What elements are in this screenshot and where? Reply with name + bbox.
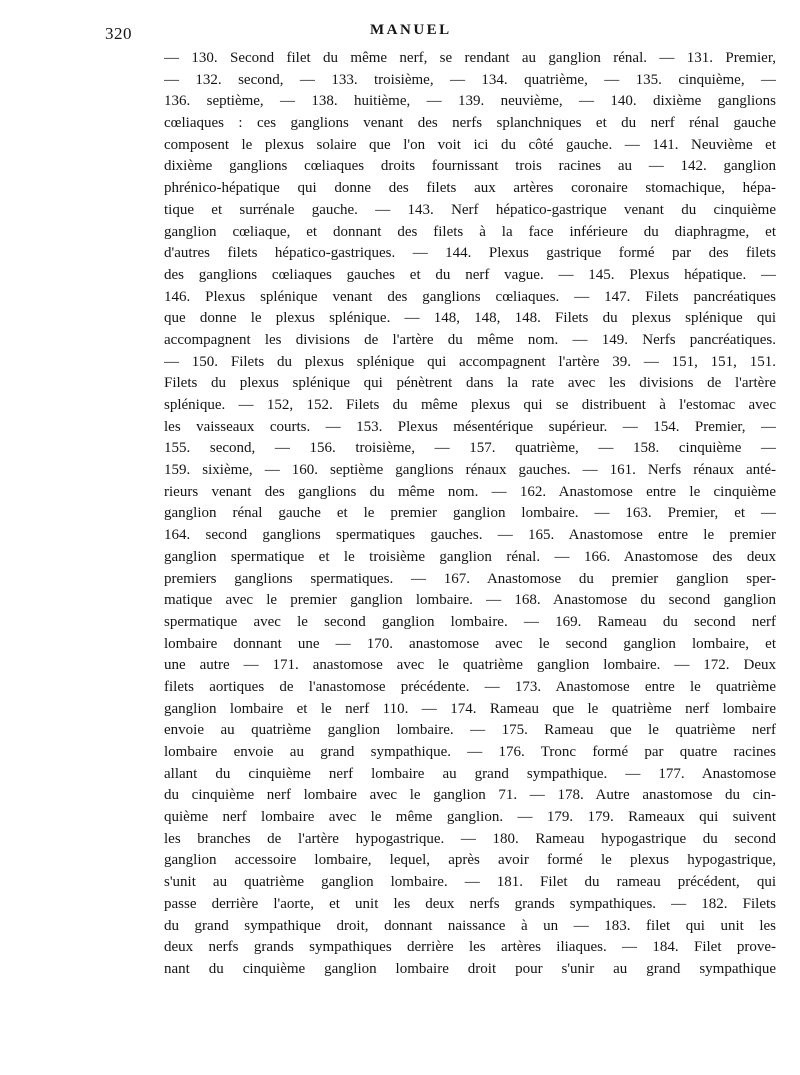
text-line: composent le plexus solaire que l'on voit ici du côté gauche. — 141. Neuvième et xyxy=(164,136,776,153)
text-line: les branches de l'artère hypogastrique. — 180. Rameau hypogastrique du second xyxy=(164,830,776,847)
text-line: ganglion rénal gauche et le premier ganglion lombaire. — 163. Premier, et — xyxy=(164,505,776,522)
text-line: lombaire donnant une — 170. anastomose avec le second ganglion lombaire, et xyxy=(164,635,776,652)
text-line: nant du cinquième ganglion lombaire droit pour s'unir au grand sympathique xyxy=(164,960,776,977)
text-line: — 130. Second filet du même nerf, se rendant au ganglion rénal. — 131. Premier, xyxy=(164,50,776,66)
text-line: — 132. second, — 133. troisième, — 134. quatrième, — 135. cinquième, — xyxy=(164,71,776,88)
text-line: une autre — 171. anastomose avec le quatrième ganglion lombaire. — 172. Deux xyxy=(164,657,776,674)
text-line: cœliaques : ces ganglions venant des nerfs splanchniques et du nerf rénal gauche xyxy=(164,115,776,132)
text-line: du grand sympathique droit, donnant naissance à un — 183. filet qui unit les xyxy=(164,917,776,934)
text-line: que donne le plexus splénique. — 148, 148, 148. Filets du plexus splénique qui xyxy=(164,310,776,327)
text-line: allant du cinquième nerf lombaire au grand sympathique. — 177. Anastomose xyxy=(164,765,776,782)
text-line: du cinquième nerf lombaire avec le ganglion 71. — 178. Autre anastomose du cin- xyxy=(164,787,776,804)
text-line: ganglion lombaire et le nerf 110. — 174. Rameau que le quatrième nerf lombaire xyxy=(164,700,776,717)
text-line: quième nerf lombaire avec le même ganglion. — 179. 179. Rameaux qui suivent xyxy=(164,809,776,826)
text-line: 136. septième, — 138. huitième, — 139. neuvième, — 140. dixième ganglions xyxy=(164,93,776,110)
text-line: 164. second ganglions spermatiques gauches. — 165. Anastomose entre le premier xyxy=(164,527,776,544)
text-line: d'autres filets hépatico-gastriques. — 144. Plexus gastrique formé par des filets xyxy=(164,245,776,262)
text-line: filets aortiques de l'anastomose précédente. — 173. Anastomose entre le quatrième xyxy=(164,678,776,695)
text-line: lombaire envoie au grand sympathique. — 176. Tronc formé par quatre racines xyxy=(164,744,776,760)
text-line: rieurs venant des ganglions du même nom. — 162. Anastomose entre le cinquième xyxy=(164,483,776,500)
text-line: splénique. — 152, 152. Filets du même plexus qui se distribuent à l'estomac avec xyxy=(164,397,776,413)
text-line: tique et surrénale gauche. — 143. Nerf hépatico-gastrique venant du cinquième xyxy=(164,201,776,218)
page-header xyxy=(0,22,800,44)
text-line: 146. Plexus splénique venant des ganglions cœliaques. — 147. Filets pancréatiques xyxy=(164,288,776,305)
text-line: accompagnent les divisions de l'artère du même nom. — 149. Nerfs pancréatiques. xyxy=(164,331,776,348)
text-line: des ganglions cœliaques gauches et du nerf vague. — 145. Plexus hépatique. — xyxy=(164,266,776,283)
text-line: ganglion cœliaque, et donnant des filets à la face inférieure du diaphragme, et xyxy=(164,223,776,240)
text-line: les vaisseaux courts. — 153. Plexus mésentérique supérieur. — 154. Premier, — xyxy=(164,418,776,435)
text-line: spermatique avec le second ganglion lombaire. — 169. Rameau du second nerf xyxy=(164,613,776,630)
text-line: Filets du plexus splénique qui pénètrent dans la rate avec les divisions de l'artère xyxy=(164,375,776,392)
page-number: 320 xyxy=(105,24,132,43)
text-line: matique avec le premier ganglion lombaire. — 168. Anastomose du second ganglion xyxy=(164,592,776,609)
text-line: ganglion spermatique et le troisième ganglion rénal. — 166. Anastomose des deux xyxy=(164,548,776,565)
running-title: MANUEL xyxy=(370,22,452,38)
text-line: envoie au quatrième ganglion lombaire. — 175. Rameau que le quatrième nerf xyxy=(164,722,776,739)
body-text xyxy=(164,48,776,981)
text-line: phrénico-hépatique qui donne des filets aux artères coronaire stomachique, hépa- xyxy=(164,180,776,197)
text-line: dixième ganglions cœliaques droits fournissant trois racines au — 142. ganglion xyxy=(164,158,776,175)
text-line: premiers ganglions spermatiques. — 167. Anastomose du premier ganglion sper- xyxy=(164,570,776,587)
text-line: — 150. Filets du plexus splénique qui accompagnent l'artère 39. — 151, 151, 151. xyxy=(164,353,776,370)
text-line: 159. sixième, — 160. septième ganglions rénaux gauches. — 161. Nerfs rénaux anté- xyxy=(164,462,776,479)
text-line: passe derrière l'aorte, et unit les deux nerfs grands sympathiques. — 182. Filets xyxy=(164,895,776,912)
text-line: 155. second, — 156. troisième, — 157. quatrième, — 158. cinquième — xyxy=(164,440,776,457)
text-line: deux nerfs grands sympathiques derrière les artères iliaques. — 184. Filet prove- xyxy=(164,939,776,956)
text-line: s'unit au quatrième ganglion lombaire. — 181. Filet du rameau précédent, qui xyxy=(164,874,776,891)
text-line: ganglion accessoire lombaire, lequel, après avoir formé le plexus hypogastrique, xyxy=(164,852,776,869)
